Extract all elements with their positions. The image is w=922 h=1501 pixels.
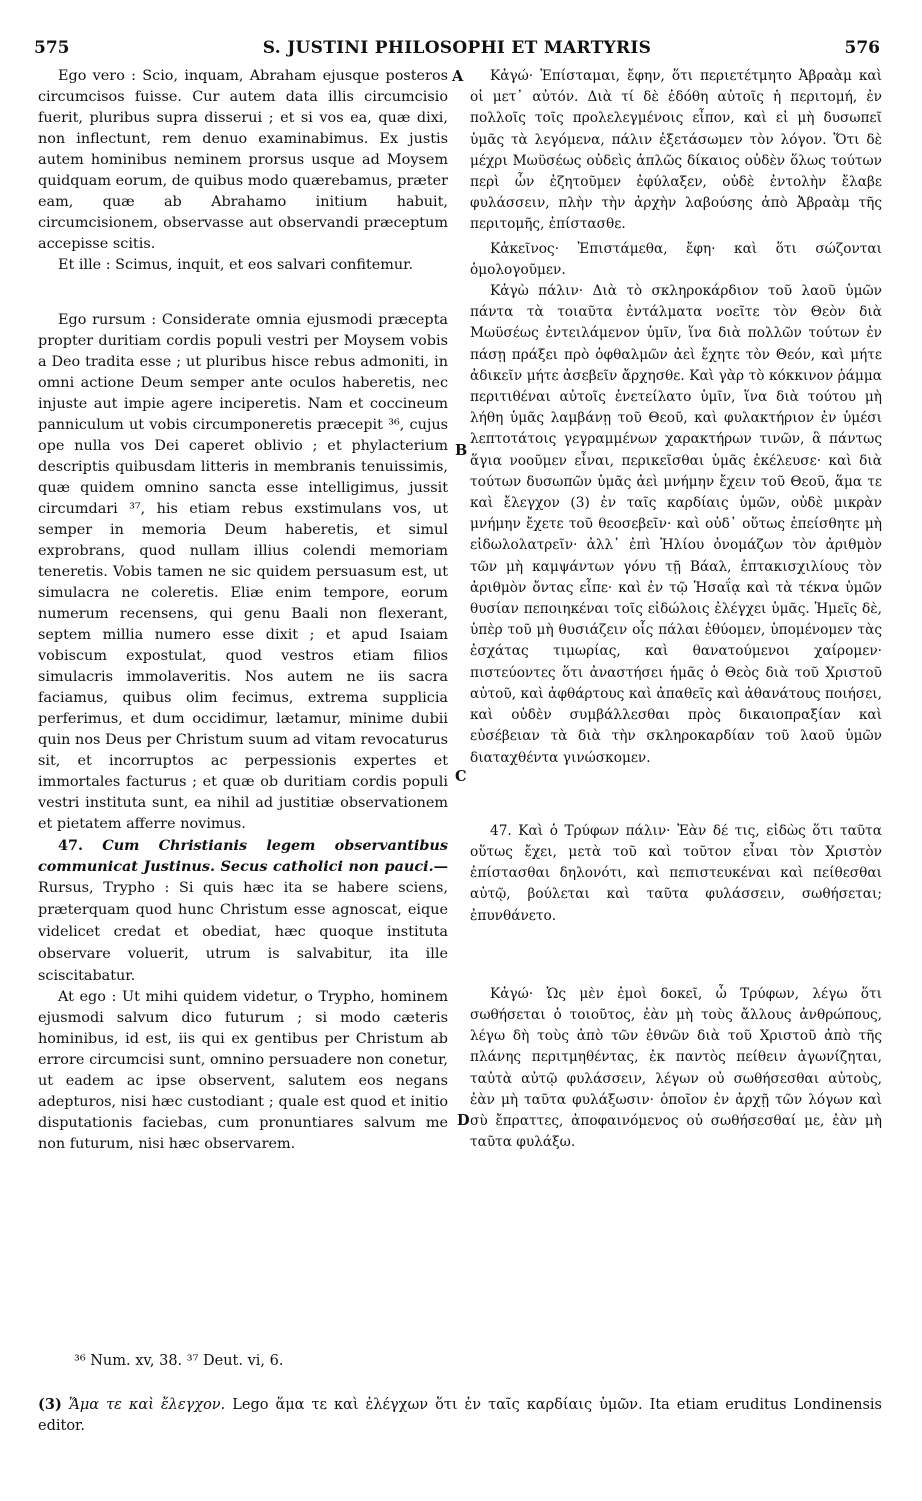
chapter-heading: [38, 835, 448, 987]
note-label: (3): [38, 1396, 62, 1413]
margin-letter-b: B: [455, 442, 468, 459]
chapter-number: 47.: [58, 837, 84, 854]
greek-paragraph: Κἀγὼ πάλιν· Διὰ τὸ σκληροκάρδιον τοῦ λαοῦ ὑμῶν πάντα τὰ τοιαῦτα ἐντάλματα νοεῖτε τὸν Θεὸν διὰ Μωϋσέως ἐντειλάμενον ὑμῖν, ἵνα διὰ πολλῶν τούτων ἐν πάσῃ πράξει πρὸ ὀφθαλμῶν ἀεὶ ἔχητε τὸν Θεόν, καὶ μήτε ἀδικεῖν μήτε ἀσεβεῖν ἄρχησθε. Καὶ γὰρ τὸ κόκκινον ῥάμμα περιτιθέναι αὐτοῖς ἐνετείλατο ὑμῖν, ἵνα διὰ τούτου μὴ λήθη ὑμᾶς λαμβάνῃ τοῦ Θεοῦ, καὶ φυλακτήριον ἐν ὑμέσι λεπτοτάτοις γεγραμμένων χαρακτήρων τινῶν, ἃ πάντως ἅγια νοοῦμεν εἶναι, περικεῖσθαι ὑμᾶς ἐκέλευσε· καὶ διὰ τούτων δυσωπῶν ὑμᾶς ἀεὶ μνήμην ἔχειν τοῦ Θεοῦ, ἅμα τε καὶ ἔλεγχον (3) ἐν ταῖς καρδίαις ὑμῶν, οὐδὲ μικρὰν μνήμην ἔχετε τοῦ θεοσεβεῖν· καὶ οὐδ᾽ οὕτως ἐπείσθητε μὴ εἰδωλολατρεῖν· ἀλλ᾽ ἐπὶ Ἠλίου ὀνομάζων τὸν ἀριθμὸν τῶν μὴ καμψάντων γόνυ τῇ Βάαλ, ἑπτακισχιλίους τὸν ἀριθμὸν ὄντας εἶπε· καὶ ἐν τῷ Ἡσαΐᾳ καὶ τὰ τέκνα ὑμῶν θυσίαν πεποιηκέναι τοῖς εἰδώλοις ἐλέγχει ὑμᾶς. Ἡμεῖς δὲ, ὑπὲρ τοῦ μὴ θυσιάζειν οἷς πάλαι ἐθύομεν, ὑπομένομεν τὰς ἐσχάτας τιμωρίας, καὶ θανατούμενοι χαίρομεν· πιστεύοντες ὅτι ἀναστήσει ἡμᾶς ὁ Θεὸς διὰ τοῦ Χριστοῦ αὐτοῦ, καὶ ἀφθάρτους καὶ ἀπαθεῖς καὶ ἀθανάτους ποιήσει, καὶ οὐδὲν συμβάλλεσθαι πρὸς δικαιοπραξίαν καὶ εὐσέβειαν τὰ διὰ τὴν σκληροκαρδίαν τοῦ λαοῦ ὑμῶν διαταχθέντα γινώσκομεν.: [470, 283, 882, 766]
latin-column: [38, 66, 448, 1155]
page-number-right: 576: [844, 38, 880, 58]
heading-dash: —: [433, 858, 448, 875]
greek-paragraph: Κἀκεῖνος· Ἐπιστάμεθα, ἔφη· καὶ ὅτι σώζονται ὁμολογοῦμεν.: [470, 240, 882, 278]
latin-paragraph: Ego rursum : Considerate omnia ejusmodi præcepta propter duritiam cordis populi vestri per Moysem vobis a Deo tradita esse ; ut pluribus hisce rebus admoniti, in omni actione Deum semper ante oculos haberetis, nec injuste aut impie agere inciperetis. Nam et coccineum panniculum ut vobis circumponeretis præcepit ³⁶, cujus ope nulla vos Dei caperet oblivio ; et phylacterium descriptis quibusdam litteris in membranis tenuissimis, quæ quidem omnino sancta esse intelligimus, jussit circumdari ³⁷, his etiam rebus exstimulans vos, ut semper in memoria Deum haberetis, et simul exprobrans, quod nullam illius colendi memoriam teneretis. Vobis tamen ne sic quidem persuasum est, ut simulacra ne coleretis. Eliæ enim tempore, eorum numerum recensens, qui genu Baali non flexerant, septem millia numero esse dixit ; et apud Isaiam vobiscum expostulat, quod vestros etiam filios simulacris immolaveritis. Nos autem ne iis sacra faciamus, quibus olim fecimus, extrema supplicia perferimus, et dum occidimur, lætamur, minime dubii quin nos Deus per Christum suum ad vitam revocaturus sit, et incorruptos ac perpessionis expertes et immortales facturus ; et quæ ob duritiam cordis populi vestri instituta sunt, ea nihil ad justitiæ observationem et pietatem afferre novimus.: [38, 312, 448, 832]
note-text: Lego ἅμα τε καὶ ἐλέγχων ὅτι ἐν ταῖς καρδίαις ὑμῶν. Ita etiam eruditus Londinensis editor.: [38, 1397, 882, 1434]
greek-paragraph: 47. Καὶ ὁ Τρύφων πάλιν· Ἐὰν δέ τις, εἰδὼς ὅτι ταῦτα οὕτως ἔχει, μετὰ τοῦ καὶ τοῦτον εἶναι τὸν Χριστὸν ἐπίστασθαι δηλονότι, καὶ πεπιστευκέναι καὶ πείθεσθαι αὐτῷ, βούλεται καὶ ταῦτα φυλάσσειν, σωθήσεται; ἐπυνθάνετο.: [470, 822, 882, 924]
page-number-left: 575: [34, 38, 70, 58]
latin-paragraph: At ego : Ut mihi quidem videtur, o Trypho, hominem ejusmodi salvum dico futurum ; si modo cæteris hominibus, id est, iis qui ex gentibus per Christum ab errore circumcisi sunt, omnino persuadere non conetur, ut eadem ac ipse observent, salutem eos negans adepturos, nisi hæc custodiant ; quale est quod et initio disputationis faciebas, cum pronuntiares salvum me non futurum, nisi hæc observarem.: [38, 989, 448, 1152]
greek-column: [470, 66, 882, 1153]
margin-letter-a: A: [452, 68, 464, 85]
greek-paragraph: Κἀγώ· Ἐπίσταμαι, ἔφην, ὅτι περιετέτμητο Ἀβραὰμ καὶ οἱ μετ᾽ αὐτόν. Διὰ τί δὲ ἐδόθη αὐτοῖς ἡ περιτομή, ἐν πολλοῖς τοῖς προλελεγμένοις εἶπον, καὶ εἰ μὴ δυσωπεῖ ὑμᾶς τὰ λεγόμενα, πάλιν ἐξετάσωμεν τὸν λόγον. Ὅτι δὲ μέχρι Μωϋσέως οὐδεὶς ἁπλῶς δίκαιος οὐδὲν ὅλως τούτων περὶ ὧν ἐζητοῦμεν ἐφύλαξεν, οὐδὲ ἐντολὴν ἔλαβε φυλάσσειν, πλὴν τὴν ἀρχὴν λαβούσης ἀπὸ Ἀβραὰμ τῆς περιτομῆς, ἐπίστασθε.: [470, 68, 882, 233]
running-title: S. JUSTINI PHILOSOPHI ET MARTYRIS: [262, 38, 652, 58]
footnotes: ³⁶ Num. xv, 38. ³⁷ Deut. vi, 6.: [74, 1353, 284, 1369]
chapter-title: Cum Christianis legem observantibus communicat Justinus. Secus catholici non pauci.: [38, 837, 448, 875]
running-header: [34, 38, 880, 62]
margin-letter-c: C: [455, 768, 467, 785]
note-lemma: Ἅμα τε καὶ ἔλεγχον.: [68, 1397, 226, 1413]
editor-note: [38, 1394, 882, 1437]
latin-paragraph: Et ille : Scimus, inquit, et eos salvari confitemur.: [58, 257, 414, 273]
latin-paragraph: Ego vero : Scio, inquam, Abraham ejusque posteros circumcisos fuisse. Cur autem data illis circumcisio fuerit, pluribus supra disserui ; et si vos ea, quæ dixi, non inflectunt, rem denuo examinabimus. Ex justis autem hominibus neminem prorsus usque ad Moysem quidquam eorum, de quibus modo quærebamus, præter eam, quæ ab Abrahamo initium habuit, circumcisionem, observasse aut observandi præceptum accepisse scitis.: [38, 68, 448, 252]
margin-letter-d: D: [457, 1112, 470, 1129]
greek-paragraph: Κἀγώ· Ὡς μὲν ἐμοὶ δοκεῖ, ὦ Τρύφων, λέγω ὅτι σωθήσεται ὁ τοιοῦτος, ἐὰν μὴ τοὺς ἄλλους ἀνθρώπους, λέγω δὴ τοὺς ἀπὸ τῶν ἐθνῶν διὰ τοῦ Χριστοῦ ἀπὸ τῆς πλάνης περιτμηθέντας, ἐκ παντὸς πείθειν ἀγωνίζηται, ταὐτὰ αὐτῷ φυλάσσειν, λέγων οὐ σωθήσεσθαι αὐτοὺς, ἐὰν μὴ ταῦτα φυλάξωσιν· ὁποῖον ἐν ἀρχῇ τῶν λόγων καὶ σὺ ἔπραττες, ἀποφαινόμενος οὐ σωθήσεσθαί με, ἐὰν μὴ ταῦτα φυλάξω.: [470, 985, 882, 1151]
latin-paragraph: Rursus, Trypho : Si quis hæc ita se habere sciens, præterquam quod hunc Christum esse agnoscat, eique videlicet credat et obediat, hæc quoque instituta observare voluerit, utrum is salvabitur, ita ille sciscitabatur.: [38, 880, 448, 984]
